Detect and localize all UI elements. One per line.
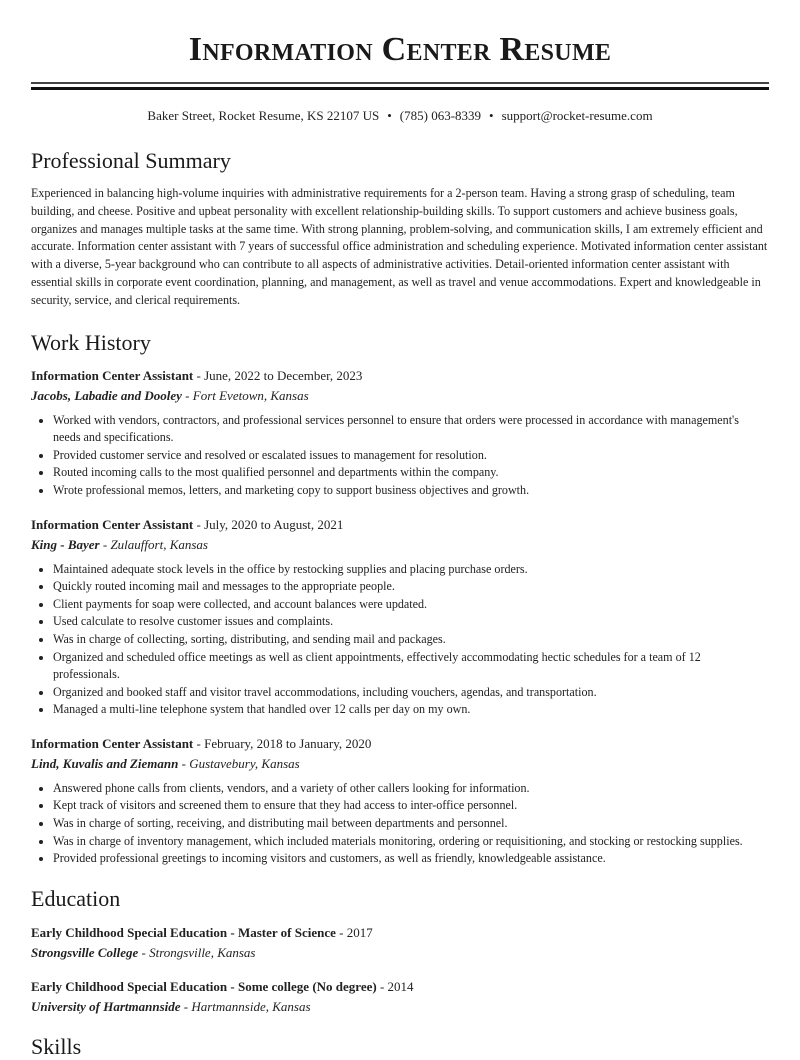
contact-email: support@rocket-resume.com <box>501 108 653 123</box>
school-name: Strongsville College <box>31 944 139 960</box>
list-item: • Worked with vendors, contractors, and professional services personnel to ensure that orders were processed in accordance with management's needs and specifications. <box>53 412 769 447</box>
divider-thick <box>31 87 769 90</box>
header-divider <box>31 82 769 90</box>
list-item: • Provided customer service and resolved or escalated issues to management for resolution. <box>53 447 769 465</box>
job-title: Information Center Assistant <box>31 367 194 383</box>
list-item: • Was in charge of collecting, sorting, distributing, and sending mail and packages. <box>53 631 769 649</box>
contact-phone: (785) 063-8339 <box>399 108 482 123</box>
job-title: Information Center Assistant <box>31 735 194 751</box>
degree: Early Childhood Special Education - Some college (No degree) <box>31 978 377 994</box>
job-dates: - June, 2022 to December, 2023 <box>193 367 363 383</box>
section-heading-work: Work History <box>31 329 151 355</box>
list-item: • Managed a multi-line telephone system that handled over 12 calls per day on my own. <box>53 701 769 719</box>
resume-title: Information Center Resume <box>188 31 612 68</box>
list-item: • Provided professional greetings to incoming visitors and customers, as well as friendly, knowledgeable assistance. <box>53 850 769 868</box>
job-entry <box>31 735 769 868</box>
list-item: • Client payments for soap were collected, and account balances were updated. <box>53 596 769 614</box>
list-item: • Organized and scheduled office meetings as well as client appointments, effectively accommodating hectic schedules for a team of 12 professionals. <box>53 649 769 684</box>
list-item: • Wrote professional memos, letters, and marketing copy to support business objectives and growth. <box>53 482 769 500</box>
list-item: • Organized and booked staff and visitor travel accommodations, including vouchers, agendas, and transportation. <box>53 684 769 702</box>
graduation-year: - 2014 <box>376 978 414 994</box>
school-location: - Hartmannside, Kansas <box>180 998 311 1014</box>
list-item: • Maintained adequate stock levels in the office by restocking supplies and placing purchase orders. <box>53 561 769 579</box>
job-entry <box>31 516 769 719</box>
education-section <box>31 886 769 1016</box>
list-item: • Was in charge of inventory management, which included materials monitoring, ordering or requisitioning, and stocking or restocking supplies. <box>53 833 769 851</box>
section-heading-skills: Skills <box>31 1033 82 1059</box>
skills-section <box>31 1034 769 1060</box>
list-item: • Quickly routed incoming mail and messages to the appropriate people. <box>53 578 769 596</box>
bullet-separator: • <box>387 108 392 123</box>
degree: Early Childhood Special Education - Master of Science <box>31 924 336 940</box>
job-bullets <box>31 412 769 500</box>
company-name: King - Bayer <box>31 536 100 552</box>
summary-text: Experienced in balancing high-volume inquiries with administrative requirements for a 2-person team. Having a strong grasp of scheduling, team building, and cheese. Positive and upbeat personality with excellent relationship-building skills. To support customers and achieve business goals, organizes and manages multiple tasks at the same time. With strong planning, problem-solving, and communication skills, I am extremely efficient and accurate. Information center assistant with 7 years of successful office administration and scheduling experience. Motivated information center assistant with a diverse, 5-year background who can contribute to all aspects of administrative activities. Detail-oriented information center assistant with essential skills in corporate event coordination, planning, and management, as well as travel and venue accommodations. Expert and knowledgeable in security, service, and clerical requirements. <box>31 186 768 307</box>
company-name: Lind, Kuvalis and Ziemann <box>31 755 179 771</box>
school-location: - Strongsville, Kansas <box>138 944 256 960</box>
school-name: University of Hartmannside <box>31 998 181 1014</box>
job-entry <box>31 367 769 500</box>
job-dates: - July, 2020 to August, 2021 <box>193 516 344 532</box>
job-bullets <box>31 561 769 719</box>
list-item: • Kept track of visitors and screened them to ensure that they had access to inter-office personnel. <box>53 797 769 815</box>
work-history-section <box>31 330 769 868</box>
list-item: • Used calculate to resolve customer issues and complaints. <box>53 613 769 631</box>
education-entry <box>31 924 769 962</box>
divider-thin <box>31 82 769 84</box>
job-location: - Zulauffort, Kansas <box>99 536 208 552</box>
company-name: Jacobs, Labadie and Dooley <box>31 387 182 403</box>
graduation-year: - 2017 <box>335 924 373 940</box>
list-item: • Answered phone calls from clients, vendors, and a variety of other callers looking for information. <box>53 780 769 798</box>
job-location: - Fort Evetown, Kansas <box>181 387 309 403</box>
list-item: • Was in charge of sorting, receiving, and distributing mail between departments and personnel. <box>53 815 769 833</box>
education-entry <box>31 978 769 1016</box>
bullet-separator: • <box>489 108 494 123</box>
section-heading-education: Education <box>31 885 121 911</box>
job-dates: - February, 2018 to January, 2020 <box>193 735 372 751</box>
job-location: - Gustavebury, Kansas <box>178 755 300 771</box>
list-item: • Routed incoming calls to the most qualified personnel and departments within the company. <box>53 464 769 482</box>
section-heading-summary: Professional Summary <box>31 148 231 173</box>
job-bullets <box>31 780 769 868</box>
contact-address: Baker Street, Rocket Resume, KS 22107 US <box>147 108 380 123</box>
summary-section <box>31 148 769 310</box>
contact-line <box>31 108 769 124</box>
job-title: Information Center Assistant <box>31 516 194 532</box>
